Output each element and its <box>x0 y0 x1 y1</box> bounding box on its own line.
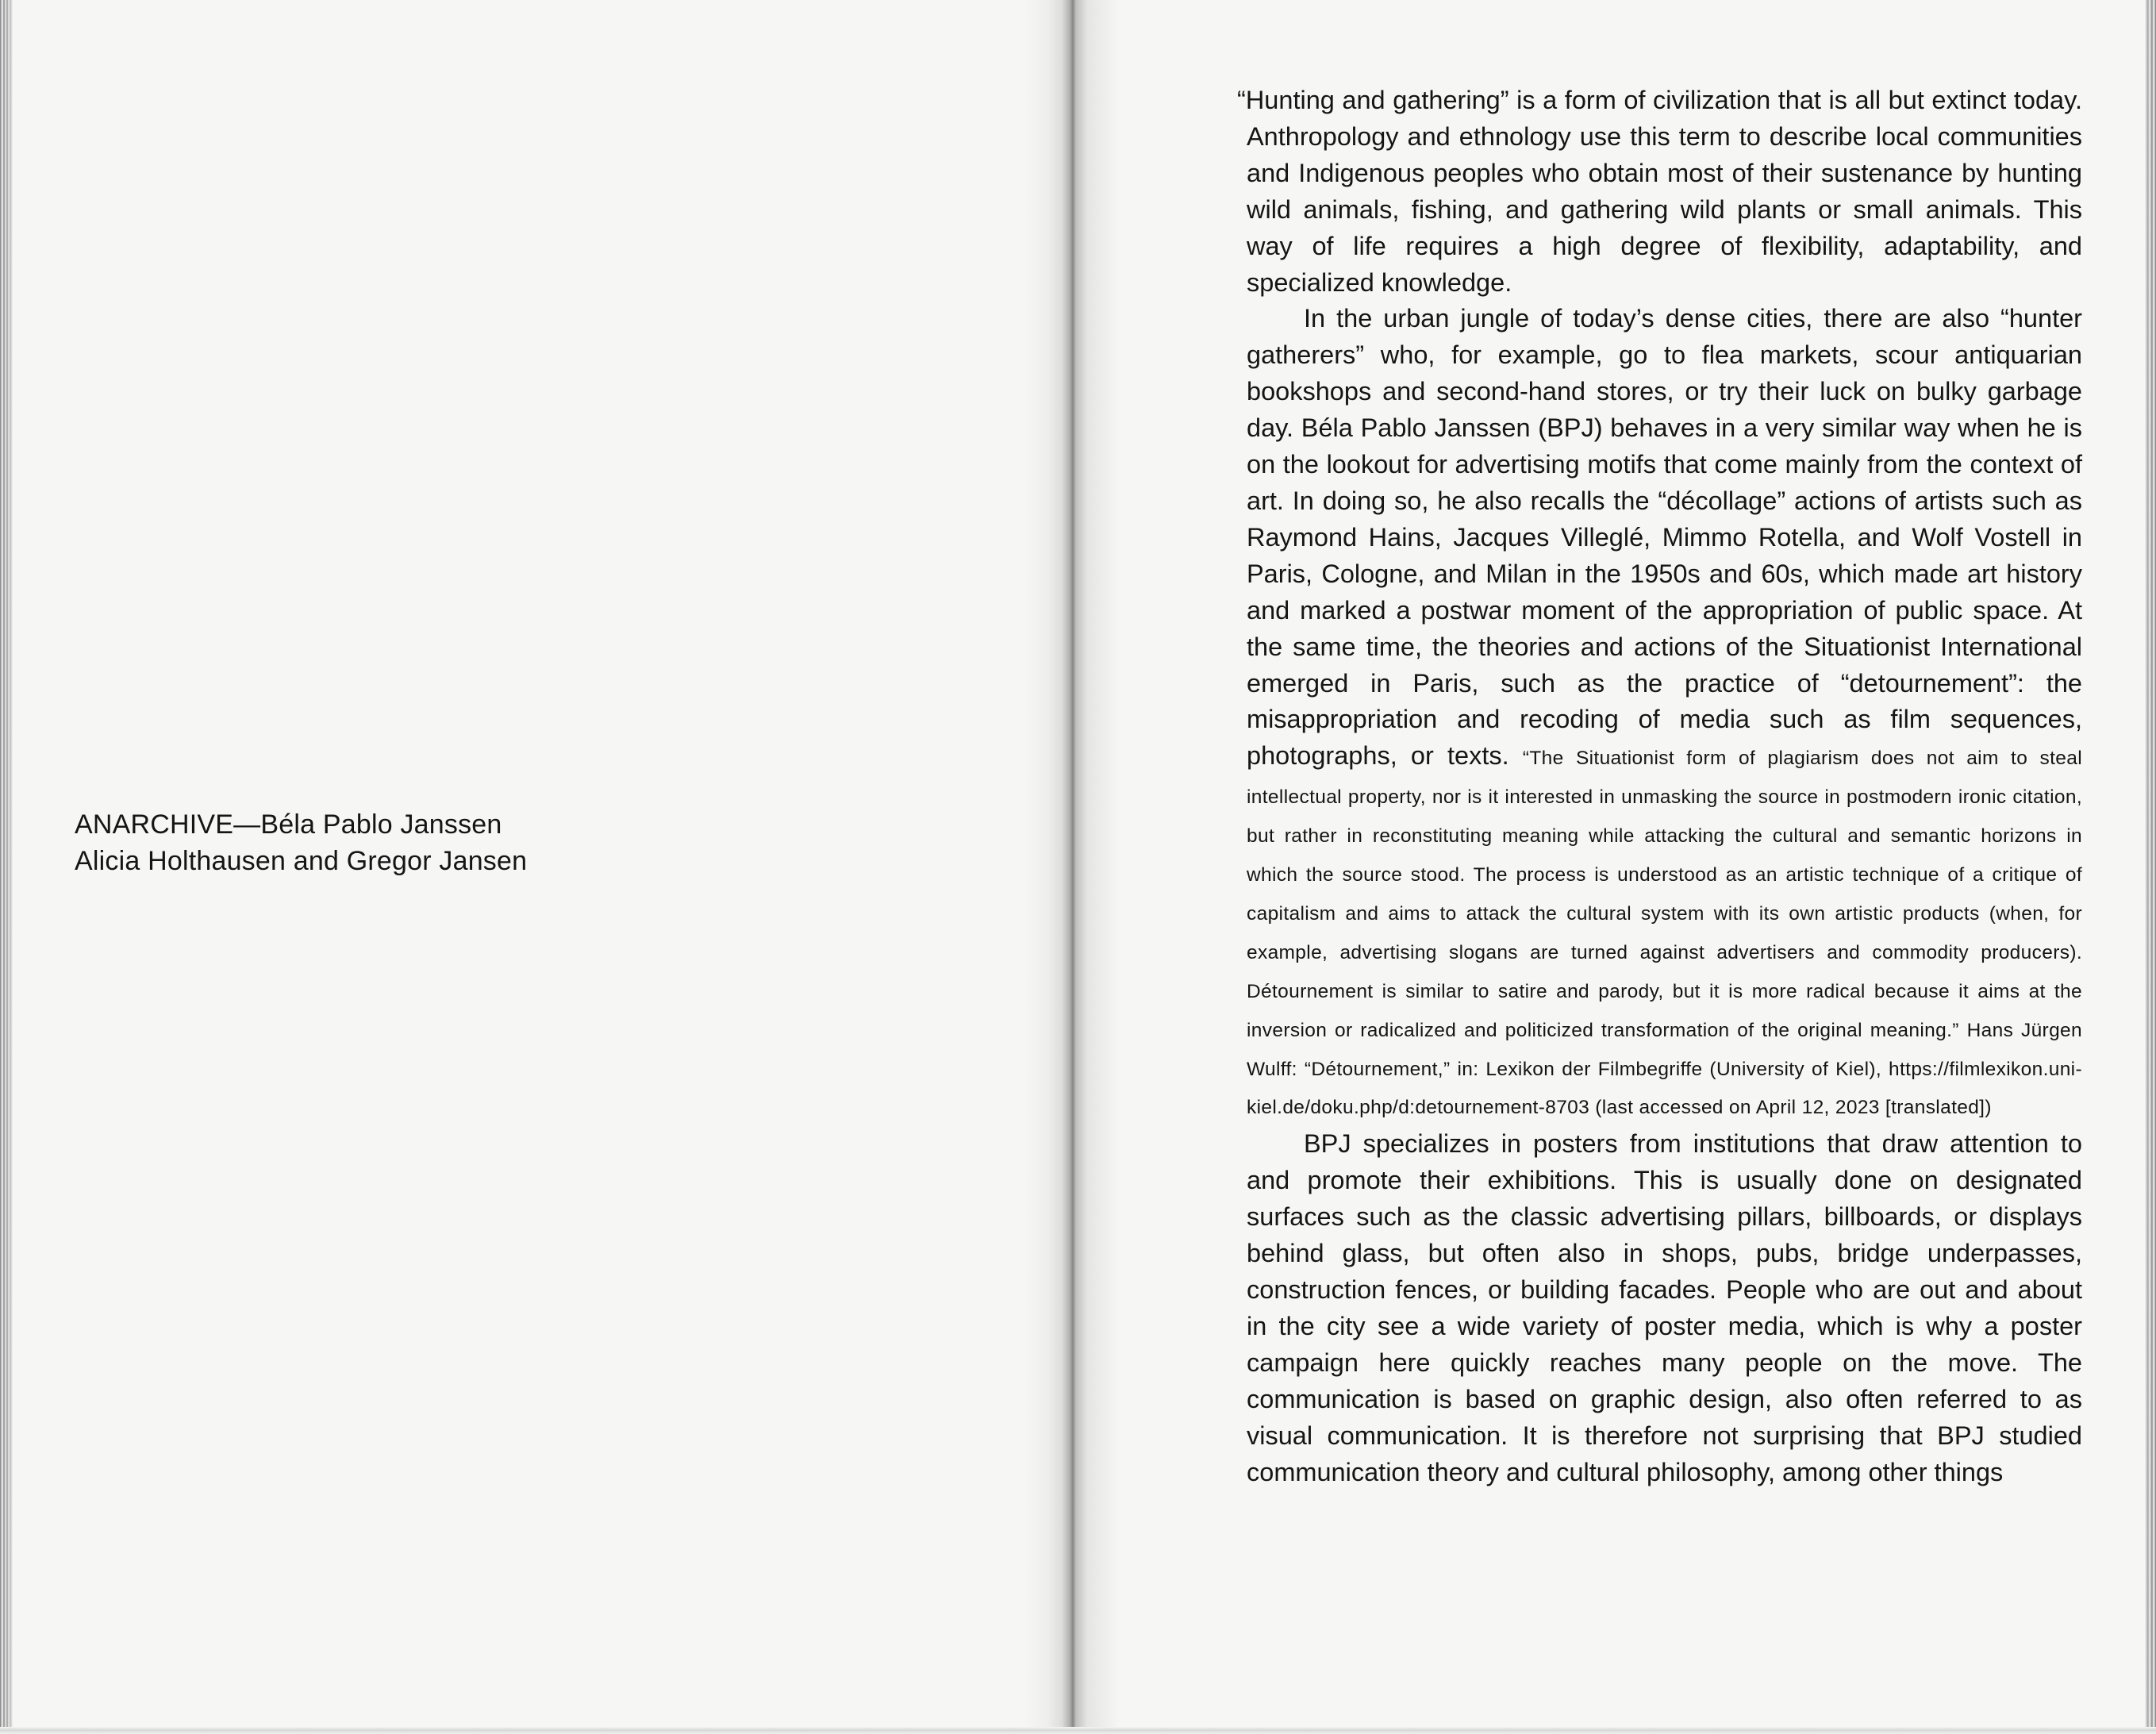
paragraph-2 <box>1247 301 2082 1126</box>
footnote: “The Situationist form of plagiarism does not aim to steal intellectual property, nor is it interested in unmasking the source in postmodern ironic citation, but rather in reconstituting meaning while attacking the cultural and semantic horizons in which the source stood. The process is understood as an artistic technique of a critique of capitalism and aims to attack the cultural system with its own artistic products (when, for example, advertising slogans are turned against advertisers and commodity producers). Détournement is similar to satire and parody, but it is more radical because it aims at the inversion or radicalized and politicized transformation of the original meaning.” Hans Jürgen Wulff: “Détournement,” in: Lexikon der Filmbegriffe (University of Kiel), https://filmlexikon.uni-kiel.de/doku.php/d:detournement-8703 (last accessed on April 12, 2023 [translated]) <box>1247 748 2082 1119</box>
book-title: ANARCHIVE—Béla Pablo Janssen <box>75 809 502 840</box>
left-page <box>0 0 1073 1734</box>
gutter-shadow <box>1024 0 1119 1734</box>
paragraph-2-text: In the urban jungle of today’s dense cities, there are also “hunter gatherers” who, for example, go to flea markets, scour antiquarian bookshops and second-hand stores, or try their luck on bulky garbage day. Béla Pablo Janssen (BPJ) behaves in a very similar way when he is on the lookout for advertising motifs that come mainly from the context of art. In doing so, he also recalls the “décollage” actions of artists such as Raymond Hains, Jacques Villeglé, Mimmo Rotella, and Wolf Vostell in Paris, Cologne, and Milan in the 1950s and 60s, which made art history and marked a postwar moment of the appropriation of public space. At the same time, the theories and actions of the Situationist International emerged in Paris, such as the practice of “detournement”: the misappropriation and recoding of media such as film sequences, photographs, or texts. <box>1247 304 2082 771</box>
paragraph-3: BPJ specializes in posters from institutions that draw attention to and promote their exhibitions. This is usually done on designated surfaces such as the classic advertising pillars, billboards, or displays behind glass, but often also in shops, pubs, bridge underpasses, construction fences, or building facades. People who are out and about in the city see a wide variety of poster media, which is why a poster campaign here quickly reaches many people on the move. The communication is based on graphic design, also often referred to as visual communication. It is therefore not surprising that BPJ studied communication theory and cultural philosophy, among other things <box>1247 1129 2082 1486</box>
title-block <box>75 806 527 879</box>
bottom-page-edge <box>0 1727 2156 1734</box>
right-page <box>1073 0 2156 1734</box>
body-text <box>1237 83 2082 1490</box>
paragraph-1: “Hunting and gathering” is a form of civilization that is all but extinct today. Anthropology and ethnology use this term to describe local communities and Indigenous peoples who obtain most of their sustenance by hunting wild animals, fishing, and gathering wild plants or small animals. This way of life requires a high degree of flexibility, adaptability, and specialized knowledge. <box>1237 86 2082 297</box>
left-page-edge <box>0 0 13 1734</box>
right-page-edge <box>2145 0 2156 1734</box>
book-authors: Alicia Holthausen and Gregor Jansen <box>75 846 528 876</box>
